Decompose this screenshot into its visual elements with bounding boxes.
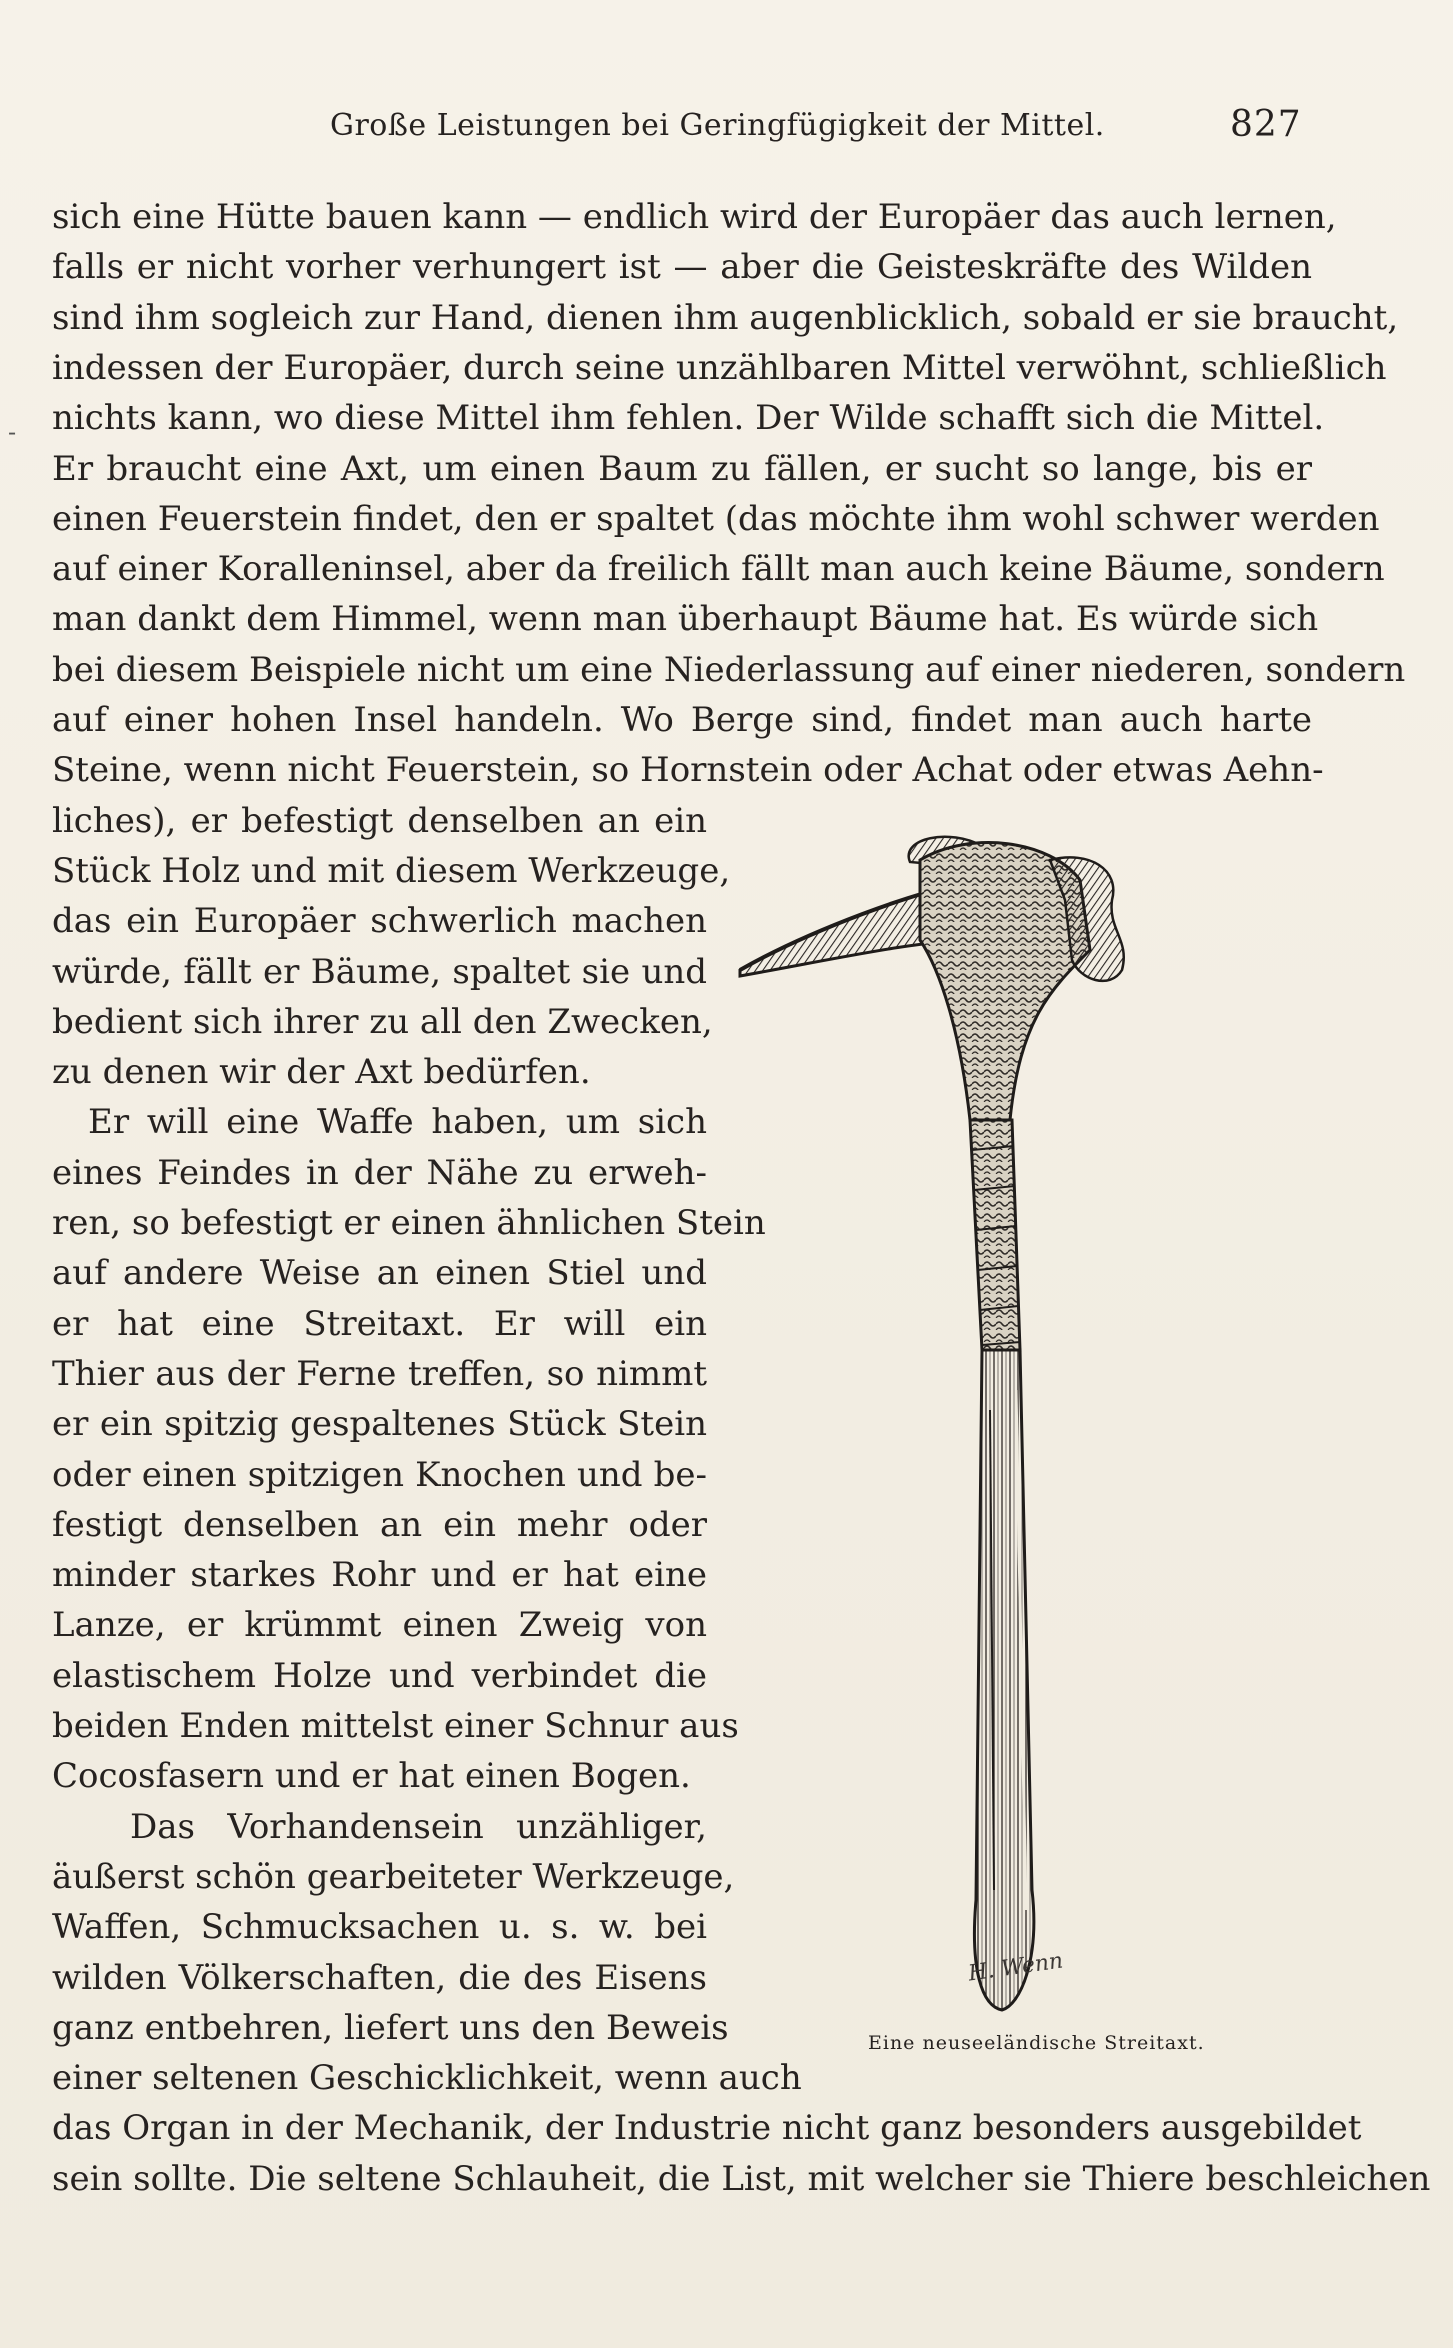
text-line: zu denen wir der Axt bedürfen. [52,1052,591,1093]
text-line: Er braucht eine Axt, um einen Baum zu fällen, er sucht so lange, bis er [52,448,1312,489]
text-line: einer seltenen Geschicklichkeit, wenn auch [52,2058,802,2099]
text-line: Das Vorhandensein unzähliger, [130,1806,707,1847]
text-line: Cocosfasern und er hat einen Bogen. [52,1756,691,1797]
text-line: festigt denselben an ein mehr oder [52,1504,707,1545]
page-number: 827 [1230,104,1302,145]
text-line: sich eine Hütte bauen kann — endlich wird der Europäer das auch lernen, [52,197,1337,237]
text-line: sein sollte. Die seltene Schlauheit, die List, mit welcher sie Thiere beschleichen [52,2158,1431,2199]
text-line: Thier aus der Ferne treffen, so nimmt [52,1353,707,1394]
illustrator-signature: H. Wenn [966,1948,1065,1987]
streitaxt-illustration [720,790,1240,2030]
text-line: elastischem Holze und verbindet die [52,1655,707,1696]
text-line: indessen der Europäer, durch seine unzählbaren Mittel verwöhnt, schließlich [52,347,1387,388]
margin-mark: - [8,418,17,446]
text-line: ren, so befestigt er einen ähnlichen Stein [52,1203,766,1243]
axe-handle [974,1350,1033,2010]
running-title: Große Leistungen bei Geringfügigkeit der Mittel. [330,108,1105,143]
text-line: wilden Völkerschaften, die des Eisens [52,1957,707,1998]
text-line: Stück Holz und mit diesem Werkzeuge, [52,850,731,891]
text-line: das ein Europäer schwerlich machen [52,901,707,942]
text-line: er hat eine Streitaxt. Er will ein [52,1303,707,1344]
text-line: äußerst schön gearbeiteter Werkzeuge, [52,1856,735,1897]
text-line: sind ihm sogleich zur Hand, dienen ihm augenblicklich, sobald er sie braucht, [52,297,1399,338]
text-line: Steine, wenn nicht Feuerstein, so Hornstein oder Achat oder etwas Aehn- [52,750,1324,791]
text-line: ganz entbehren, liefert uns den Beweis [52,2007,729,2048]
text-line: beiden Enden mittelst einer Schnur aus [52,1706,739,1746]
figure-caption: Eine neuseeländische Streitaxt. [868,2032,1205,2054]
text-line: Er will eine Waffe haben, um sich [88,1102,707,1143]
text-line: auf andere Weise an einen Stiel und [52,1253,707,1294]
text-line: Lanze, er krümmt einen Zweig von [52,1605,707,1646]
text-line: Waffen, Schmucksachen u. s. w. bei [52,1907,707,1948]
text-line: liches), er befestigt denselben an ein [52,800,707,841]
text-line: falls er nicht vorher verhungert ist — aber die Geisteskräfte des Wilden [52,247,1312,288]
text-line: würde, fällt er Bäume, spaltet sie und [52,951,707,992]
text-line: minder starkes Rohr und er hat eine [52,1555,707,1596]
text-line: man dankt dem Himmel, wenn man überhaupt Bäume hat. Es würde sich [52,599,1319,640]
text-line: eines Feindes in der Nähe zu erweh- [52,1152,707,1193]
text-line: bedient sich ihrer zu all den Zwecken, [52,1001,713,1042]
text-line: auf einer hohen Insel handeln. Wo Berge sind, findet man auch harte [52,700,1312,740]
text-line: einen Feuerstein findet, den er spaltet (das möchte ihm wohl schwer werden [52,498,1380,539]
text-line: nichts kann, wo diese Mittel ihm fehlen. Der Wilde schafft sich die Mittel. [52,398,1325,439]
text-line: das Organ in der Mechanik, der Industrie nicht ganz besonders ausgebildet [52,2108,1362,2149]
text-line: oder einen spitzigen Knochen und be- [52,1454,707,1495]
text-line: bei diesem Beispiele nicht um eine Niederlassung auf einer niederen, sondern [52,649,1406,690]
text-line: auf einer Koralleninsel, aber da freilich fällt man auch keine Bäume, sondern [52,549,1385,590]
text-line: er ein spitzig gespaltenes Stück Stein [52,1404,707,1445]
